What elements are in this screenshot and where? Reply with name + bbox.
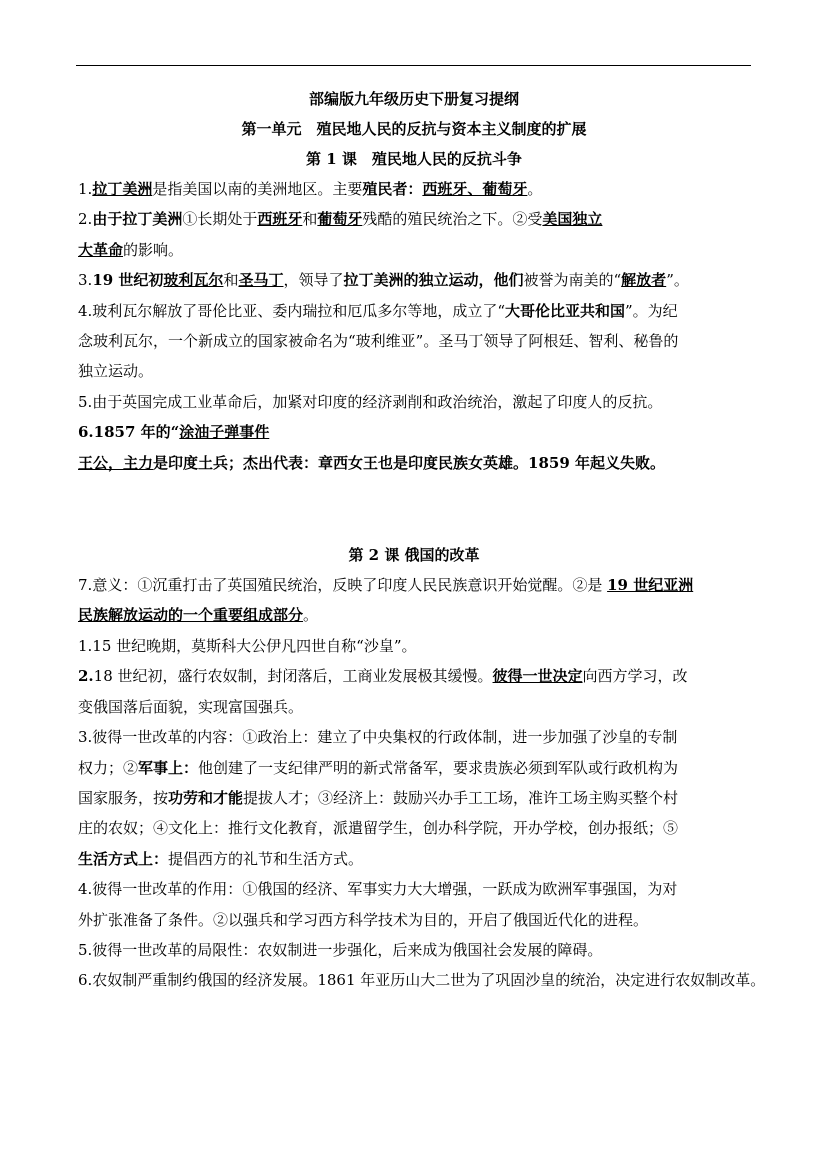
lesson1-item: 独立运动。 — [78, 362, 154, 381]
lesson1-item: 6.1857 年的“涂油子弹事件 — [78, 423, 270, 442]
lesson2-item: 国家服务，按功劳和才能提拔人才；③经济上：鼓励兴办手工工场，准许工场主购买整个村 — [78, 788, 679, 807]
lesson2-item: 7.意义：①沉重打击了英国殖民统治，反映了印度人民民族意识开始觉醒。②是 19 世纪亚洲 — [78, 576, 694, 595]
unit-title: 第一单元 殖民地人民的反抗与资本主义制度的扩展 — [241, 120, 587, 138]
lesson1-title: 第 1 课 殖民地人民的反抗斗争 — [306, 150, 522, 168]
lesson2-item: 生活方式上：提倡西方的礼节和生活方式。 — [78, 849, 364, 868]
lesson2-title: 第 2 课 俄国的改革 — [348, 546, 480, 565]
lesson2-item: 4.彼得一世改革的作用：①俄国的经济、军事实力大大增强，一跃成为欧洲军事强国，为对 — [78, 880, 678, 899]
lesson1-item: 4.玻利瓦尔解放了哥伦比亚、委内瑞拉和厄瓜多尔等地，成立了“大哥伦比亚共和国”。为纪 — [78, 301, 678, 320]
lesson2-item: 权力；②军事上：他创建了一支纪律严明的新式常备军，要求贵族必须到军队或行政机构为 — [78, 758, 679, 777]
lesson1-item: 1.拉丁美洲是指美国以南的美洲地区。主要殖民者：西班牙、葡萄牙。 — [78, 180, 543, 198]
doc-title: 部编版九年级历史下册复习提纲 — [308, 90, 519, 108]
lesson2-item: 变俄国落后面貌，实现富国强兵。 — [78, 697, 304, 716]
lesson2-content — [78, 570, 766, 996]
lesson2-item: 3.彼得一世改革的内容：①政治上：建立了中央集权的行政体制，进一步加强了沙皇的专制 — [78, 728, 678, 747]
lesson1-item: 3.19 世纪初玻利瓦尔和圣马丁，领导了拉丁美洲的独立运动，他们被誉为南美的“解放者”。 — [78, 271, 689, 290]
header-rule — [76, 65, 751, 66]
lesson2-item: 民族解放运动的一个重要组成部分。 — [78, 606, 319, 625]
lesson1-item: 念玻利瓦尔，一个新成立的国家被命名为“玻利维亚”。圣马丁领导了阿根廷、智利、秘鲁的 — [78, 332, 679, 351]
lesson2-item: 5.彼得一世改革的局限性：农奴制进一步强化，后来成为俄国社会发展的障碍。 — [78, 940, 603, 959]
lesson2-item: 外扩张准备了条件。②以强兵和学习西方科学技术为目的，开启了俄国近代化的进程。 — [78, 910, 649, 929]
lesson1-content — [78, 174, 750, 478]
lesson1-item: 5.由于英国完成工业革命后，加紧对印度的经济剥削和政治统治，激起了印度人的反抗。 — [78, 392, 663, 411]
lesson1-item: 王公，主力是印度土兵；杰出代表：章西女王也是印度民族女英雄。1859 年起义失败。 — [78, 453, 665, 472]
lesson2-item: 庄的农奴；④文化上：推行文化教育，派遣留学生，创办科学院，开办学校，创办报纸；⑤ — [78, 819, 679, 838]
lesson2-item: 1.15 世纪晚期，莫斯科大公伊凡四世自称“沙皇”。 — [78, 636, 417, 655]
document-body — [78, 84, 766, 996]
lesson2-item: 6.农奴制严重制约俄国的经济发展。1861 年亚历山大二世为了巩固沙皇的统治，决定进行农奴制改革。 — [78, 971, 766, 990]
lesson1-item: 大革命的影响。 — [78, 240, 184, 259]
lesson2-item: 2.18 世纪初，盛行农奴制，封闭落后，工商业发展极其缓慢。彼得一世决定向西方学习，改 — [78, 667, 688, 686]
lesson1-item: 2.由于拉丁美洲①长期处于西班牙和葡萄牙残酷的殖民统治之下。②受美国独立 — [78, 210, 603, 229]
